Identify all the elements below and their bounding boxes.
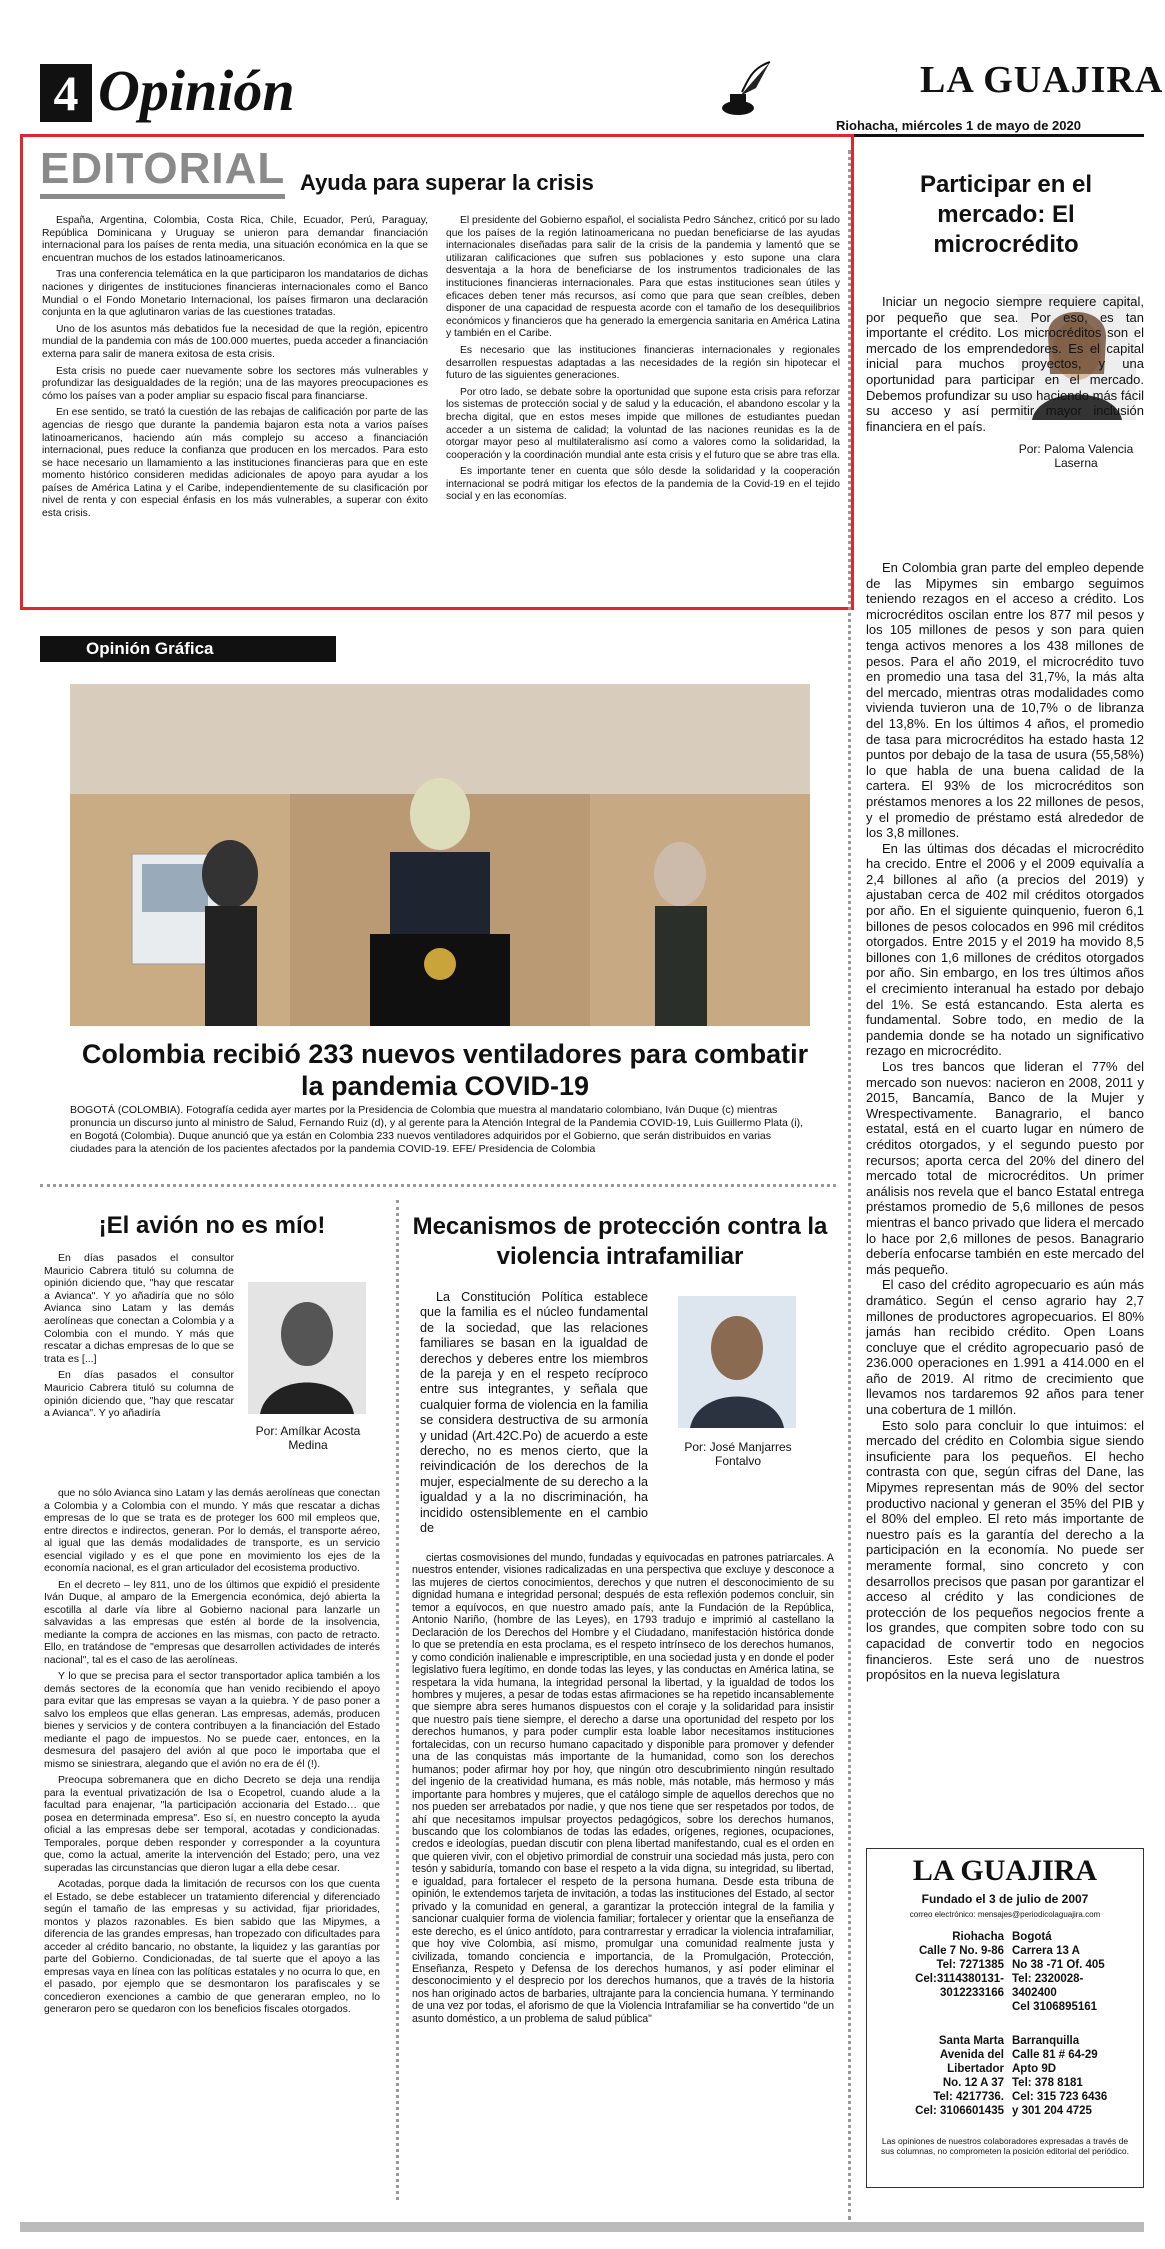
microcredito-intro: Iniciar un negocio siempre requiere capital, por pequeño que sea. Por eso, es tan importante el crédito. Los microcréditos son el mercado de los emprendedores. Es el capital inicial para muchos proyectos, y una oportunidad para participar en el mercado. Debemos profundizar su uso haciendo más fácil su acceso y así permitir mayor inclusión financiera en el país. <box>866 294 1144 434</box>
masthead-santa-marta: Santa Marta Avenida del Libertador No. 12 A 37 Tel: 4217736. Cel: 3106601435 <box>915 2035 1004 2117</box>
mecanismos-intro: La Constitución Política establece que la familia es el núcleo fundamental de la sociedad, que las relaciones familiares se basan en la igualdad de derechos y deberes entre los miembros de la pareja y en el respeto recíproco entre sus integrantes, y señala que cualquier forma de violencia en la familia se considera destructiva de su armonía y unidad (Art.42C.Po) de acuerdo a este derecho, no es menos cierto, que la reivindicación de los derechos de la mujer, especialmente de su derecho a la igualdad y a la no discriminación, ha incidido ostensiblemente en el cambio de <box>420 1290 648 1536</box>
avion-title: ¡El avión no es mío! <box>98 1212 326 1239</box>
photo-caption: BOGOTÁ (COLOMBIA). Fotografía cedida ayer martes por la Presidencia de Colombia que muestra al mandatario colombiano, Iván Duque (c) mientras pronuncia un discurso junto al ministro de Salud, Fernando Ruiz (d), y al gerente para la Atención Integral de la Pandemia COVID-19, Luis Guillermo Plata (i), en Bogotá (Colombia). Duque anunció que ya están en Colombia 233 nuevos ventiladores adquiridos por el Gobierno, que serán distribuidos en varias ciudades para la atención de los pacientes afectados por la pandemia COVID-19. EFE/ Presidencia de Colombia <box>70 1104 804 1155</box>
avion-author: Por: Amílkar Acosta Medina <box>255 1424 361 1452</box>
author-photo-acosta <box>248 1282 366 1414</box>
microcredito-author: Por: Paloma Valencia Laserna <box>1018 442 1134 470</box>
avion-body: que no sólo Avianca sino Latam y las demás aerolíneas que conectan a Colombia y a Colombia con el mundo. Y más que rescatar a dichas empresas de lo que se trata es de proteger los 600 mil empleos que, entre directos e indirectos, generan. Por lo demás, el transporte aéreo, al igual que las demás modalidades de transporte, es un servicio esencial vigilado y es el que pone en movimiento los ejes de la economía nacional, es el gran articulador del ecosistema productivo. En el decreto – ley 811, uno de los últimos que expidió el presidente Iván Duque, al amparo de la Emergencia económica, dejó abierta la escotilla al darle vía libre al Gobierno nacional para lanzarle un salvavidas a las empresas que estén al borde de la insolvencia, mediante la compra de acciones en las mismas, con pacto de retracto. Ello, en tratándose de "empresas que desarrollen actividades de interés nacional", tal es el caso de las aerolíneas. Y lo que se precisa para el sector transportador aplica también a los demás sectores de la economía que han venido recibiendo el apoyo para evitar que las empresas se vayan a la quiebra. Y de paso poner a salvo los empleos que ellas generan. Las empresas, además, producen bienes y servicios y de contera contribuyen a la financiación del Estado mediante el pago de impuestos. No se puede caer, entonces, en la desmesura del pasajero del avión al que poco le importaba que el mismo se siniestrara, alegando que el avión no era de él (!). Preocupa sobremanera que en dicho Decreto se deja una rendija para la eventual privatización de Isa o Ecopetrol, cuando alude a la facultad para enajenar, "la participación accionaria del Estado… que posea en determinada empresa". Eso sí, en nuestro concepto la ayuda oficial a las empresas debe ser temporal, acotadas y condicionadas. Temporales, porque deben responder y corresponder a la coyuntura que, como la actual, amerite la intervención del Estado; pero, una vez superadas las circunstancias que dieron lugar a ella debe cesar. Acotadas, porque dada la limitación de recursos con los que cuenta el Estado, se debe establecer un tratamiento diferencial y diferenciado según el tamaño de las empresas y su actividad, fijar prioridades, montos y plazos razonables. Es bien sabido que las Mipymes, a diferencia de las grandes empresas, han tropezado con dificultades para acceder al crédito bancario, no obstante, la liquidez y las garantías por parte del Gobierno. Condicionadas, de tal suerte que el apoyo a las empresas vaya en línea con las políticas estatales y no ocurra lo que, en el pasado, por ejemplo que se desmontaron los parafiscales y se concedieron exenciones a cambio de que generaran empleo, no lo generaron pero se quedaron con los beneficios fiscales otorgados. <box>44 1488 380 2015</box>
divider <box>848 150 851 2220</box>
masthead-disclaimer: Las opiniones de nuestros colaboradores expresadas a través de sus columnas, no comprometen la posición editorial del periódico. <box>880 2136 1130 2156</box>
opinion-grafica-label: Opinión Gráfica <box>40 636 336 662</box>
ventilator-photo <box>70 684 810 1026</box>
microcredito-body: En Colombia gran parte del empleo depende de las Mipymes sin embargo seguimos teniendo rezagos en el acceso a crédito. Los microcréditos oscilan entre los 877 mil pesos y los 105 millones de pesos y son para quien tenga activos menores a los 438 millones de pesos. Para el año 2019, el microcrédito tuvo en promedio una tasa del 31,7%, la más alta del mercado, mientras otras modalidades como vivienda tuvieron una de 10,7% o de libranza del 13,8%. En los últimos 4 años, el promedio de tasa para microcréditos ha estado hasta 12 puntos por debajo de la tasa de usura (55,58%) lo que habla de una buena calidad de la cartera. El 93% de los microcréditos son préstamos menores a los 22 millones de pesos, y el promedio de préstamo está alrededor de los 3,8 millones. En las últimas dos décadas el microcrédito ha crecido. Entre el 2006 y el 2009 equivalía a 2,4 billones al año (a precios del 2019) y ajustaban cerca de 402 mil créditos otorgados por año. En el siguiente quinquenio, fueron 6,1 billones de pesos colocados en 996 mil créditos otorgados. Entre 2015 y el 2019 ha movido 8,5 billones con 1,6 millones de créditos otorgados por año. Sin embargo, en los tres últimos años el crecimiento interanual ha estado por debajo del 1%. Se está estancando. Esta alerta es fundamental. Sobre todo, en medio de la pandemia donde se ha notado un significativo rezago en microcrédito. Los tres bancos que lideran el 77% del mercado son nuevos: nacieron en 2008, 2011 y 2015, Bancamía, Banco de la Mujer y Wrespectivamente. Banagrario, el banco estatal, está en el cuarto lugar en número de créditos otorgados, y el segundo puesto por recursos; aporta cerca del 20% del dinero del mercado total de microcréditos. Un primer análisis nos revela que el banco Estatal entrega préstamos promedio de 5,6 millones de pesos mientras el banco privado que lidera el mercado lo hace por 2,6 millones de pesos. Banagrario debería enfocarse también en este mercado del más pequeño. El caso del crédito agropecuario es aún más dramático. Según el censo agrario hay 2,7 millones de productores agropecuarios. El 80% jamás han recibido crédito. Open Loans concluye que el crédito agropecuario pasó de 236.000 operaciones en 1.991 a 414.000 en el año de 2019. Al ritmo de crecimiento que llevamos nos tardaremos 92 años para tener una cobertura de 1 millón. Esto solo para concluir lo que intuimos: el mercado del crédito en Colombia sigue siendo insuficiente para los pequeños. El hecho contrasta con que, según cifras del Dane, las Mipymes representan más de 90% del sector productivo nacional y generan el 35% del PIB y el 80% del empleo. El reto más importante de nuestro país es la garantía del derecho a la participación en la economía. No puede ser meramente formal, sino concreto y con desarrollos precisos que pasan por garantizar el acceso al crédito y las condiciones de protección de los pequeños negocios frente a los grandes, que compiten sobre todo con su capacidad de convertir todo en negocios financieros. Este será uno de nuestros propósitos en la nueva legislatura <box>866 560 1144 1683</box>
dateline: Riohacha, miércoles 1 de mayo de 2020 <box>836 118 1081 133</box>
avion-intro: En días pasados el consultor Mauricio Cabrera tituló su columna de opinión diciendo que, "hay que rescatar a Avianca". Y yo añadiría que no sólo Avianca sino Latam y las demás aerolíneas que conectan a Colombia y a Colombia con el mundo. Y más que rescatar a dichas empresas de lo que se trata es [...] En días pasados el consultor Mauricio Cabrera tituló su columna de opinión diciendo que, "hay que rescatar a Avianca". Y yo añadiría <box>44 1252 234 1420</box>
masthead-email[interactable]: correo electrónico: mensajes@periodicolaguajira.com <box>909 1910 1101 1919</box>
masthead-bogota: Bogotá Carrera 13 A No 38 -71 Of. 405 Tel: 2320028- 3402400 Cel 3106895161 <box>1012 1931 1105 2013</box>
masthead-riohacha: Riohacha Calle 7 No. 9-86 Tel: 7271385 Cel:3114380131- 3012233166 <box>915 1931 1004 1999</box>
microcredito-title: Participar en el mercado: El microcrédito <box>919 171 1093 258</box>
page-number-box: 4 <box>40 64 92 122</box>
editorial-col1: España, Argentina, Colombia, Costa Rica, Chile, Ecuador, Perú, Paraguay, República Dominicana y Uruguay se unieron para demandar financiación internacional para los países de renta media, una situación económica en la que se encuentran muchos de los estados latinoamericanos. Tras una conferencia telemática en la que participaron los mandatarios de dichas naciones y dirigentes de instituciones financieras internacionales como el Banco Mundial o el Fondo Monetario Internacional, los países firmaron una declaración conjunta en la que aglutinaron varias de las cuestiones tratadas. Uno de los asuntos más debatidos fue la necesidad de que la región, epicentro mundial de la pandemia con más de 100.000 muertes, pueda acceder a financiación externa para salir de manera exitosa de esta crisis. Esta crisis no puede caer nuevamente sobre los sectores más vulnerables y profundizar las desigualdades de la región; una de las mayores preocupaciones es cómo los países van a poder ampliar su espacio fiscal para financiarse. En ese sentido, se trató la cuestión de las rebajas de calificación por parte de las agencias de riesgo que durante la pandemia bajaron esta nota a varios países latinoamericanos, haciendo aún más complejo su acceso a financiación internacional, pues reduce la confianza que producen en los mercados. Para esto se hace necesario un llamamiento a las instituciones financieras para que en este momento histórico consideren medidas adicionales de apoyo para ayudar a los países de América Latina y el Caribe, independientemente de su clasificación por nivel de renta y con especial énfasis en los más vulnerables, a superar con éxito esta crisis. <box>42 215 428 520</box>
editorial-title: Ayuda para superar la crisis <box>300 170 594 195</box>
section-title: Opinión <box>98 58 295 123</box>
masthead-barranquilla: Barranquilla Calle 81 # 64-29 Apto 9D Tel: 378 8181 Cel: 315 723 6436 y 301 204 4725 <box>1012 2035 1108 2117</box>
editorial-label: EDITORIAL <box>40 144 285 199</box>
masthead-name: LA GUAJIRA <box>912 1854 1098 1887</box>
editorial-col2: El presidente del Gobierno español, el socialista Pedro Sánchez, criticó por su lado que los países de la región latinoamericana no puedan beneficiarse de las ayudas internacionales diseñadas para salir de la crisis de la pandemia y lamentó que se utilizaran calificaciones que sufren sus poblaciones y esto supone una clara desventaja a la hora de beneficiarse de los instrumentos tradicionales de las instituciones financieras internacionales. Para que estas instituciones sean útiles y eficaces deben tener más recursos, así como que para que sean creíbles, deben disponer de una capacidad de respuesta acorde con el tamaño de los desequilibrios económicos y financieros que ha generado la emergencia sanitaria en América Latina y también en el Caribe. Es necesario que las instituciones financieras internacionales y regionales desarrollen respuestas adaptadas a las necesidades de la región sin hipotecar el futuro de las siguientes generaciones. Por otro lado, se debate sobre la oportunidad que supone esta crisis para reforzar los sistemas de protección social y de salud y la educación, el abandono escolar y la brecha digital, que en estos meses impide que millones de estudiantes puedan acceder a un sistema de calidad; la voluntad de las naciones reunidas es la de otorgar mayor peso al multilateralismo así como a valores como la solidaridad, la cooperación y la coordinación mundial ante esta crisis y el futuro que se abre tras ella. Es importante tener en cuenta que sólo desde la solidaridad y la cooperación internacional se podrá mitigar los efectos de la pandemia de la Covid-19 en el tejido social y en las economías. <box>446 215 840 503</box>
divider <box>396 1200 399 2200</box>
mecanismos-body: ciertas cosmovisiones del mundo, fundadas y equivocadas en patrones patriarcales. A nuestros entender, visiones radicalizadas en una perspectiva que excluye y desconoce a las mujeres de ciertos conocimientos, derechos y que nutren el desconocimiento de su dignidad humana e integridad personal; después de esta reflexión podemos concluir, sin temor a equívocos, en que nuestro amado país, ante la Fundación de la República, Antonio Nariño, (hombre de las Leyes), en 1793 tradujo e imprimió al castellano la Declaración de los Derechos del Hombre y el Ciudadano, manifestación histórica donde lo que se pretendía en esta proclama, es el respeto intrínseco de los derechos humanos, y como condición inalienable e imprescriptible, en una sociedad justa y en donde el poder legislativo fuera legítimo, en donde todas las leyes, y las conductas en América latina, se respetara la vida humana, la integridad personal la libertad, y la igualdad de todos los hombres y mujeres, a pesar de todas estas afirmaciones se ha repetido incansablemente que siempre abra seres humanos dispuestos con el coraje y la solidaridad para insistir que nuestro país tiene siempre, el derecho a darse una oportunidad del respeto por los derechos humanos, y para poder cumplir esta loable labor necesitamos instituciones fortalecidas, con un recurso humano capacitado y disponible para promover y defender una de las conquistas más importante de la humanidad, como son los derechos humanos; poder afirmar hoy por hoy, que ningún otro descubrimiento ningún resultado del ingenio de la creatividad humana, es más noble, más notable, más hermoso y más importante para hombres y mujeres, que el catálogo simple de aquellos derechos que no nos pueden ser arrebatados por nadie, y que nos tiene que ser respetados por todos, de ahí que necesitamos impulsar proyectos pedagógicos, sobre los derechos humanos, buscando que los colombianos de todas las edades, orígenes, regiones, ocupaciones, credos e ideologías, puedan discutir con plena libertad manifestando, cual es el orden en que quieren vivir, con el objetivo primordial de construir una sociedad más justa, pero con tesón y sabiduría, tomando con base el respeto a la vida digna, su integridad, su libertad, e igualdad, para fortalecer el respeto de la persona humana. Desde esta tribuna de opinión, le extendemos tarjeta de invitación, a todas las instituciones del Estado, al sector privado y la comunidad en general, a garantizar la protección integral de la familia y sancionar cualquier forma de violencia familiar; fortalecer y orientar que la enseñanza de este derecho, es el único antídoto, para contrarrestar y erradicar la violencia intrafamiliar, que hoy vive Colombia, así mismo, promulgar una comunidad realmente justa y civilizada, tomando conciencia e importancia, de la Promulgación, Protección, Enseñanza, Respeto y Defensa de los derechos humanos, y así poder eliminar el desconocimiento y el desprecio por los derechos humanos, que a través de la historia nos han originado actos de barbaries, ultrajante para la conciencia humana. Y terminando de una vez por todas, el aforismo de que la Violencia Intrafamiliar se ha convertido "de un asunto doméstico, a un problema de salud pública" <box>412 1552 834 2025</box>
quill-icon <box>712 58 776 120</box>
paper-name: LA GUAJIRA <box>920 59 1164 101</box>
divider <box>40 1184 836 1187</box>
mecanismos-title: Mecanismos de protección contra la violencia intrafamiliar <box>412 1213 828 1270</box>
author-photo-manjarres <box>678 1296 796 1428</box>
footer-bar <box>20 2222 1144 2232</box>
mecanismos-author: Por: José Manjarres Fontalvo <box>684 1440 792 1468</box>
masthead-founded: Fundado el 3 de julio de 2007 <box>921 1892 1089 1906</box>
photo-headline: Colombia recibió 233 nuevos ventiladores para combatir la pandemia COVID-19 <box>81 1039 809 1101</box>
